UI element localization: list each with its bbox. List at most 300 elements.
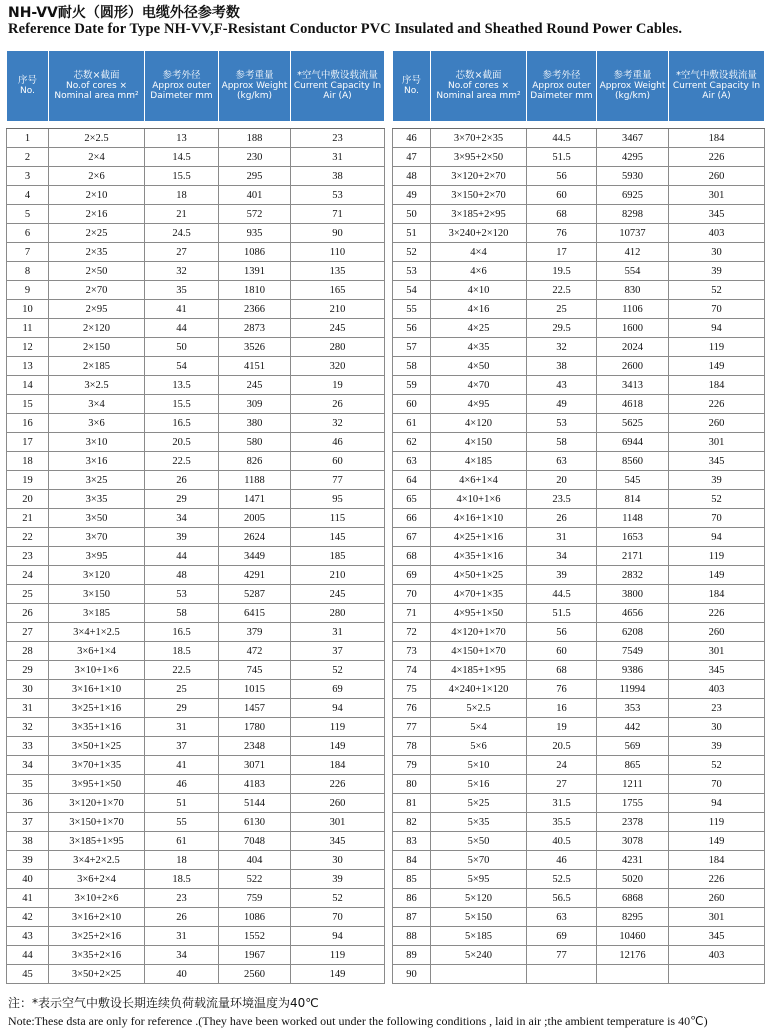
table-row: [7, 813, 385, 832]
table-row: [393, 186, 765, 205]
cell-cores-area: 3×50+1×25: [49, 737, 145, 756]
cell-current-capacity: 301: [669, 433, 765, 452]
cell-current-capacity: 70: [669, 509, 765, 528]
cell-outer-diameter: 18.5: [145, 642, 219, 661]
cell-no: 62: [393, 433, 431, 452]
cell-current-capacity: 226: [669, 395, 765, 414]
cell-no: 72: [393, 623, 431, 642]
cell-outer-diameter: 13: [145, 129, 219, 148]
cell-outer-diameter: 58: [527, 433, 597, 452]
cell-cores-area: 3×50: [49, 509, 145, 528]
cell-no: 50: [393, 205, 431, 224]
table-row: [393, 319, 765, 338]
cell-current-capacity: 260: [669, 414, 765, 433]
table-row: [7, 338, 385, 357]
cell-current-capacity: 260: [291, 794, 385, 813]
table-row: [7, 737, 385, 756]
table-row: [7, 927, 385, 946]
cell-weight: 3413: [597, 376, 669, 395]
cell-cores-area: 3×95: [49, 547, 145, 566]
table-row: [7, 300, 385, 319]
cell-current-capacity: 280: [291, 604, 385, 623]
cell-cores-area: 4×240+1×120: [431, 680, 527, 699]
cell-weight: 522: [219, 870, 291, 889]
cell-no: 35: [7, 775, 49, 794]
cell-outer-diameter: 44: [145, 319, 219, 338]
cell-current-capacity: 149: [291, 737, 385, 756]
cell-weight: 3449: [219, 547, 291, 566]
cell-no: 46: [393, 129, 431, 148]
cell-no: 89: [393, 946, 431, 965]
cell-weight: 1391: [219, 262, 291, 281]
cell-cores-area: 3×25+2×16: [49, 927, 145, 946]
cell-no: 45: [7, 965, 49, 984]
cell-cores-area: 5×10: [431, 756, 527, 775]
cell-current-capacity: 301: [291, 813, 385, 832]
table-row: [7, 775, 385, 794]
cell-outer-diameter: 38: [527, 357, 597, 376]
cell-no: 79: [393, 756, 431, 775]
cable-table-left: [6, 50, 385, 984]
cell-cores-area: 3×16: [49, 452, 145, 471]
footnote-english: Note:These dsta are only for reference .(They have been worked out under the following conditions , laid in air ;the ambient temperature is 40℃): [8, 1014, 708, 1028]
cell-outer-diameter: 34: [527, 547, 597, 566]
cell-current-capacity: 301: [669, 642, 765, 661]
table-row: [7, 376, 385, 395]
cell-outer-diameter: 40: [145, 965, 219, 984]
cell-cores-area: 5×185: [431, 927, 527, 946]
header-cores-area: 芯数×截面 No.of cores × Nominal area mm²: [49, 51, 145, 122]
cell-outer-diameter: 34: [145, 946, 219, 965]
cell-cores-area: 5×70: [431, 851, 527, 870]
cell-current-capacity: 345: [669, 452, 765, 471]
cell-cores-area: 4×70+1×35: [431, 585, 527, 604]
cell-outer-diameter: 16: [527, 699, 597, 718]
cell-current-capacity: 94: [669, 319, 765, 338]
table-row: [393, 642, 765, 661]
cell-outer-diameter: 76: [527, 680, 597, 699]
cell-weight: 10737: [597, 224, 669, 243]
cell-weight: 545: [597, 471, 669, 490]
cell-weight: [597, 965, 669, 984]
cell-cores-area: 4×95+1×50: [431, 604, 527, 623]
cell-cores-area: 3×10+1×6: [49, 661, 145, 680]
cell-weight: 759: [219, 889, 291, 908]
cell-no: 3: [7, 167, 49, 186]
cell-current-capacity: 345: [669, 661, 765, 680]
cell-cores-area: 4×185+1×95: [431, 661, 527, 680]
cell-current-capacity: 119: [669, 547, 765, 566]
cell-current-capacity: 31: [291, 148, 385, 167]
cell-no: 2: [7, 148, 49, 167]
cell-current-capacity: 280: [291, 338, 385, 357]
cell-no: 18: [7, 452, 49, 471]
table-row: [7, 851, 385, 870]
document-title-chinese: NH-VV耐火（圆形）电缆外径参考数: [8, 5, 240, 21]
table-row: [393, 357, 765, 376]
table-row: [7, 148, 385, 167]
cell-outer-diameter: 44.5: [527, 585, 597, 604]
cell-no: 21: [7, 509, 49, 528]
cell-current-capacity: 94: [669, 794, 765, 813]
cell-no: 9: [7, 281, 49, 300]
cell-outer-diameter: 43: [527, 376, 597, 395]
cell-current-capacity: 184: [669, 129, 765, 148]
table-row: [393, 585, 765, 604]
cell-no: 34: [7, 756, 49, 775]
cell-no: 43: [7, 927, 49, 946]
cell-outer-diameter: 46: [145, 775, 219, 794]
cell-weight: 5287: [219, 585, 291, 604]
cell-weight: 1552: [219, 927, 291, 946]
table-row: [7, 547, 385, 566]
table-row: [7, 699, 385, 718]
table-row: [7, 661, 385, 680]
cell-outer-diameter: 15.5: [145, 395, 219, 414]
cell-cores-area: 5×95: [431, 870, 527, 889]
table-row: [7, 471, 385, 490]
cell-outer-diameter: 56: [527, 623, 597, 642]
table-row: [7, 585, 385, 604]
cell-no: 64: [393, 471, 431, 490]
cell-cores-area: 5×4: [431, 718, 527, 737]
cell-no: 84: [393, 851, 431, 870]
cell-current-capacity: 119: [291, 946, 385, 965]
cell-no: 33: [7, 737, 49, 756]
cell-cores-area: 5×35: [431, 813, 527, 832]
cell-weight: 4618: [597, 395, 669, 414]
cell-current-capacity: 52: [669, 281, 765, 300]
cell-weight: 2832: [597, 566, 669, 585]
cell-current-capacity: 52: [291, 889, 385, 908]
cell-outer-diameter: 60: [527, 642, 597, 661]
cell-current-capacity: 30: [669, 718, 765, 737]
cell-cores-area: 3×16+2×10: [49, 908, 145, 927]
cell-weight: 3071: [219, 756, 291, 775]
cell-no: 70: [393, 585, 431, 604]
cell-outer-diameter: 31: [145, 927, 219, 946]
table-row: [393, 699, 765, 718]
cell-outer-diameter: 51: [145, 794, 219, 813]
cell-outer-diameter: 48: [145, 566, 219, 585]
table-row: [393, 148, 765, 167]
cell-outer-diameter: 20.5: [527, 737, 597, 756]
header-cores-area: 芯数×截面 No.of cores × Nominal area mm²: [431, 51, 527, 122]
cell-outer-diameter: 63: [527, 452, 597, 471]
cell-current-capacity: 52: [291, 661, 385, 680]
table-row: [7, 642, 385, 661]
cell-outer-diameter: 22.5: [527, 281, 597, 300]
cell-outer-diameter: 20: [527, 471, 597, 490]
table-row: [393, 623, 765, 642]
cell-current-capacity: 226: [291, 775, 385, 794]
cell-current-capacity: 95: [291, 490, 385, 509]
cell-cores-area: 3×4+1×2.5: [49, 623, 145, 642]
cell-current-capacity: 145: [291, 528, 385, 547]
cell-cores-area: 3×240+2×120: [431, 224, 527, 243]
cell-outer-diameter: 51.5: [527, 604, 597, 623]
cell-cores-area: 2×10: [49, 186, 145, 205]
table-row: [7, 908, 385, 927]
cell-no: 49: [393, 186, 431, 205]
table-row: [393, 414, 765, 433]
cell-cores-area: 4×6+1×4: [431, 471, 527, 490]
table-row: [393, 718, 765, 737]
cell-cores-area: 2×150: [49, 338, 145, 357]
table-row: [393, 262, 765, 281]
cell-current-capacity: 115: [291, 509, 385, 528]
cell-outer-diameter: 21: [145, 205, 219, 224]
cell-no: 90: [393, 965, 431, 984]
cell-outer-diameter: 68: [527, 661, 597, 680]
header-no: 序号 No.: [7, 51, 49, 122]
cell-weight: 1086: [219, 908, 291, 927]
cell-weight: 2873: [219, 319, 291, 338]
cell-weight: 404: [219, 851, 291, 870]
cell-current-capacity: 39: [669, 471, 765, 490]
cell-current-capacity: 30: [291, 851, 385, 870]
table-row: [393, 129, 765, 148]
cell-no: 67: [393, 528, 431, 547]
cell-cores-area: 5×240: [431, 946, 527, 965]
cell-current-capacity: 31: [291, 623, 385, 642]
table-row: [7, 965, 385, 984]
cell-current-capacity: 149: [669, 832, 765, 851]
table-row: [393, 889, 765, 908]
table-row: [393, 547, 765, 566]
cell-current-capacity: 210: [291, 300, 385, 319]
cell-no: 52: [393, 243, 431, 262]
table-row: [393, 243, 765, 262]
table-row: [7, 718, 385, 737]
cell-outer-diameter: 29: [145, 490, 219, 509]
cell-current-capacity: 30: [669, 243, 765, 262]
cell-outer-diameter: 41: [145, 300, 219, 319]
cell-weight: 826: [219, 452, 291, 471]
cell-no: 19: [7, 471, 49, 490]
cell-outer-diameter: 29.5: [527, 319, 597, 338]
cell-cores-area: 2×185: [49, 357, 145, 376]
cell-current-capacity: 260: [669, 623, 765, 642]
cell-weight: 6130: [219, 813, 291, 832]
table-row: [393, 870, 765, 889]
cell-weight: 1755: [597, 794, 669, 813]
cell-no: 36: [7, 794, 49, 813]
cell-no: 61: [393, 414, 431, 433]
cell-outer-diameter: 26: [145, 908, 219, 927]
cell-no: 75: [393, 680, 431, 699]
cell-weight: 380: [219, 414, 291, 433]
cell-no: 42: [7, 908, 49, 927]
table-row: [7, 414, 385, 433]
cell-weight: 1086: [219, 243, 291, 262]
header-outer-diameter: 参考外径 Approx outer Daimeter mm: [145, 51, 219, 122]
cell-cores-area: 4×150: [431, 433, 527, 452]
cell-cores-area: 4×16+1×10: [431, 509, 527, 528]
cell-weight: 580: [219, 433, 291, 452]
cell-cores-area: 4×185: [431, 452, 527, 471]
cell-outer-diameter: 16.5: [145, 414, 219, 433]
cell-weight: 5020: [597, 870, 669, 889]
table-row: [7, 756, 385, 775]
cell-no: 38: [7, 832, 49, 851]
cell-cores-area: 4×50+1×25: [431, 566, 527, 585]
cell-weight: 814: [597, 490, 669, 509]
cell-current-capacity: 46: [291, 433, 385, 452]
cell-no: 29: [7, 661, 49, 680]
cell-cores-area: 3×10: [49, 433, 145, 452]
header-no: 序号 No.: [393, 51, 431, 122]
cell-outer-diameter: 27: [145, 243, 219, 262]
cell-current-capacity: 184: [669, 851, 765, 870]
cell-current-capacity: 135: [291, 262, 385, 281]
cell-weight: 1471: [219, 490, 291, 509]
cell-cores-area: 3×120+2×70: [431, 167, 527, 186]
cell-current-capacity: 52: [669, 756, 765, 775]
table-row: [393, 376, 765, 395]
cell-no: 65: [393, 490, 431, 509]
header-weight: 参考重量 Approx Weight (kg/km): [597, 51, 669, 122]
cell-weight: 6208: [597, 623, 669, 642]
cell-current-capacity: 149: [291, 965, 385, 984]
cell-no: 54: [393, 281, 431, 300]
cell-weight: 5144: [219, 794, 291, 813]
cell-no: 11: [7, 319, 49, 338]
table-row: [393, 338, 765, 357]
table-body-right: [393, 122, 765, 984]
cell-cores-area: 4×10: [431, 281, 527, 300]
cell-no: 81: [393, 794, 431, 813]
cell-no: 26: [7, 604, 49, 623]
cell-outer-diameter: [527, 965, 597, 984]
cell-current-capacity: 94: [669, 528, 765, 547]
cell-no: 73: [393, 642, 431, 661]
cell-cores-area: 5×25: [431, 794, 527, 813]
cell-outer-diameter: 40.5: [527, 832, 597, 851]
cell-current-capacity: 77: [291, 471, 385, 490]
cell-no: 57: [393, 338, 431, 357]
cell-no: 71: [393, 604, 431, 623]
table-row: [7, 528, 385, 547]
cell-current-capacity: 23: [669, 699, 765, 718]
cell-outer-diameter: 18: [145, 851, 219, 870]
cell-outer-diameter: 32: [527, 338, 597, 357]
cell-no: 10: [7, 300, 49, 319]
cell-weight: 2624: [219, 528, 291, 547]
cell-no: 83: [393, 832, 431, 851]
cell-weight: 4656: [597, 604, 669, 623]
cell-cores-area: 2×50: [49, 262, 145, 281]
cell-weight: 1211: [597, 775, 669, 794]
cell-no: 30: [7, 680, 49, 699]
cell-no: 44: [7, 946, 49, 965]
table-body-left: [7, 122, 385, 984]
cell-current-capacity: 301: [669, 186, 765, 205]
cell-cores-area: 3×16+1×10: [49, 680, 145, 699]
cell-outer-diameter: 26: [145, 471, 219, 490]
cell-outer-diameter: 35: [145, 281, 219, 300]
cell-current-capacity: 32: [291, 414, 385, 433]
cell-current-capacity: 149: [669, 566, 765, 585]
cell-weight: 6925: [597, 186, 669, 205]
table-row: [7, 604, 385, 623]
cell-weight: 935: [219, 224, 291, 243]
cell-cores-area: 5×120: [431, 889, 527, 908]
cell-current-capacity: 245: [291, 319, 385, 338]
cell-cores-area: 3×185: [49, 604, 145, 623]
cell-current-capacity: 70: [669, 300, 765, 319]
table-row: [393, 965, 765, 984]
cell-weight: 4295: [597, 148, 669, 167]
table-row: [7, 281, 385, 300]
cell-outer-diameter: 22.5: [145, 452, 219, 471]
cell-weight: 245: [219, 376, 291, 395]
cell-cores-area: 4×35+1×16: [431, 547, 527, 566]
cell-weight: 1600: [597, 319, 669, 338]
table-row: [7, 395, 385, 414]
cell-current-capacity: 245: [291, 585, 385, 604]
table-row: [7, 357, 385, 376]
header-current-capacity: *空气中敷设载流量 Current Capacity In Air (A): [669, 51, 765, 122]
cell-cores-area: 3×70: [49, 528, 145, 547]
table-row: [7, 452, 385, 471]
cell-no: 23: [7, 547, 49, 566]
cell-no: 12: [7, 338, 49, 357]
table-row: [7, 433, 385, 452]
cell-current-capacity: 345: [669, 927, 765, 946]
cell-outer-diameter: 34: [145, 509, 219, 528]
cell-outer-diameter: 53: [527, 414, 597, 433]
cell-weight: 230: [219, 148, 291, 167]
document-title-english: Reference Date for Type NH-VV,F-Resistant Conductor PVC Insulated and Sheathed Round Power Cables.: [8, 21, 683, 37]
cell-no: 13: [7, 357, 49, 376]
cell-weight: 7549: [597, 642, 669, 661]
cell-outer-diameter: 14.5: [145, 148, 219, 167]
cell-current-capacity: 23: [291, 129, 385, 148]
cell-current-capacity: 70: [291, 908, 385, 927]
cell-no: 27: [7, 623, 49, 642]
cell-outer-diameter: 26: [527, 509, 597, 528]
cell-cores-area: 3×35+2×16: [49, 946, 145, 965]
table-row: [393, 224, 765, 243]
table-row: [393, 756, 765, 775]
cell-outer-diameter: 16.5: [145, 623, 219, 642]
table-row: [393, 566, 765, 585]
cell-current-capacity: 260: [669, 889, 765, 908]
cell-weight: 3800: [597, 585, 669, 604]
table-row: [7, 870, 385, 889]
cell-weight: 8560: [597, 452, 669, 471]
cell-cores-area: 3×6+2×4: [49, 870, 145, 889]
cell-cores-area: 4×35: [431, 338, 527, 357]
cell-cores-area: 4×16: [431, 300, 527, 319]
cell-cores-area: 2×70: [49, 281, 145, 300]
cell-current-capacity: 19: [291, 376, 385, 395]
cell-no: 78: [393, 737, 431, 756]
cell-current-capacity: 301: [669, 908, 765, 927]
cell-cores-area: 5×6: [431, 737, 527, 756]
cell-cores-area: 4×6: [431, 262, 527, 281]
cell-outer-diameter: 68: [527, 205, 597, 224]
cell-cores-area: 3×35+1×16: [49, 718, 145, 737]
cell-no: 32: [7, 718, 49, 737]
cell-current-capacity: 345: [669, 205, 765, 224]
table-row: [393, 737, 765, 756]
cell-cores-area: 2×16: [49, 205, 145, 224]
cell-weight: 1457: [219, 699, 291, 718]
cell-cores-area: 3×10+2×6: [49, 889, 145, 908]
cell-no: 88: [393, 927, 431, 946]
